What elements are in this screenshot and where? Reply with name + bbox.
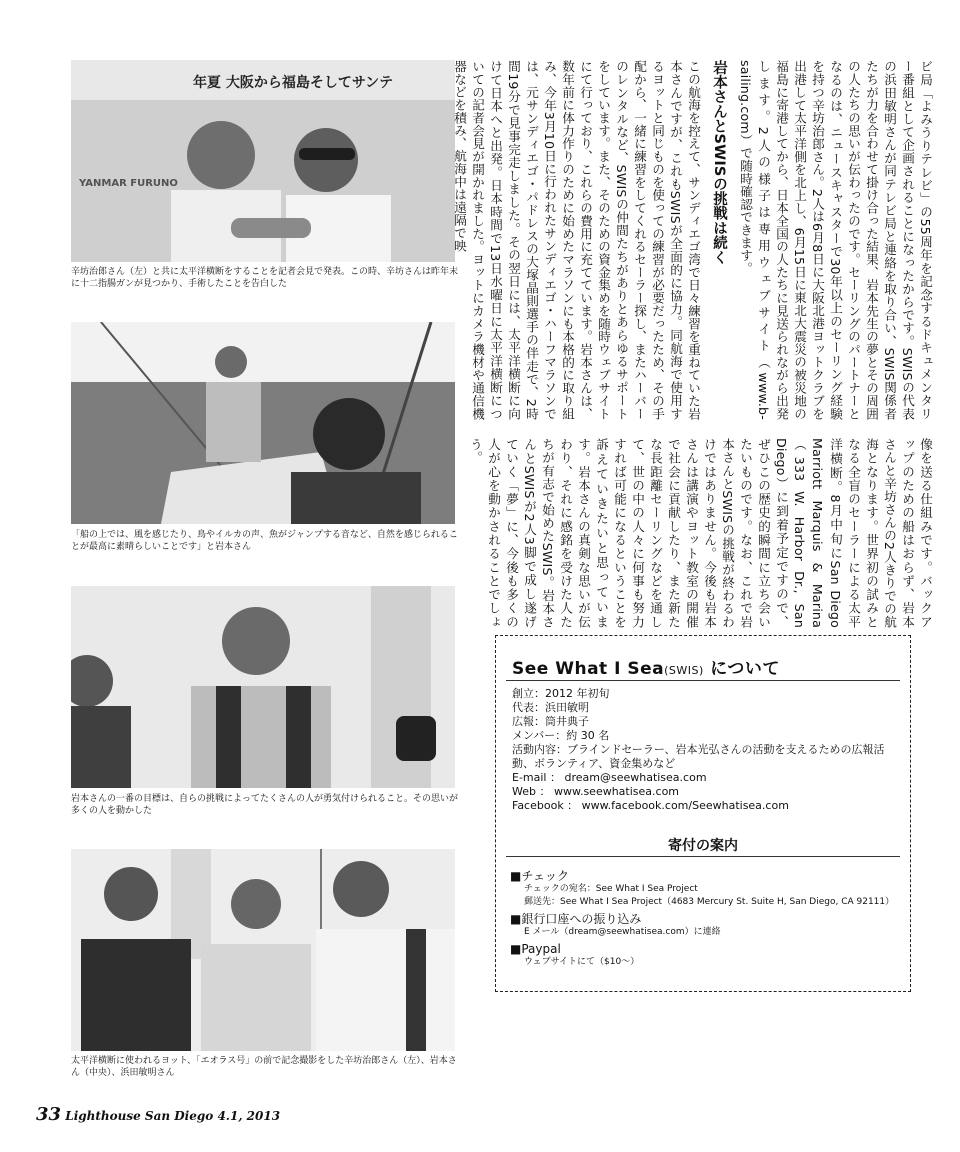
paypal-title: ■Paypal <box>510 942 561 956</box>
article-paragraph-3: 像を送る仕組みです。バックアップのための船はおらず、岩本さんと辛坊さんの2人きりでの航海となります。世界初の試みとなる全盲のセーラーによる太平洋横断。8月中旬にSan Diego Marriott Marquis & Marina（333 W. Harbor Dr., San Diego）に到着予定ですので、ぜひこの歴史的瞬間に立ち会いたいものです。なお、これで岩本さんとSWISの挑戦が終わるわけではありません。今後も岩本さんは講演やヨット教室の開催で社会に貢献したり、また新たな長距離セーリングなどを通して、世の中の人々に何事も努力すれば可能になるということを訴えていきたいと思っています。岩本さんの真剣な思いが伝わり、それに感銘を受けた人たちが有志で始めたSWIS。岩本さんとSWISが2人3脚で成し遂げていく「夢」に、今後も多くの人が心を動かされることでしょう。 <box>468 438 933 628</box>
check-address: 郵送先：See What I Sea Project（4683 Mercury St. Suite H, San Diego, CA 92111） <box>524 897 895 907</box>
photo-group <box>71 849 455 1051</box>
detail-members: メンバー：約 30 名 <box>512 729 610 742</box>
bank-title: ■銀行口座への振り込み <box>510 912 642 926</box>
swis-title-suffix: について <box>710 659 780 679</box>
page-footer <box>36 1104 280 1125</box>
caption-2: 「船の上では、風を感じたり、鳥やイルカの声、魚がジャンプする音など、自然を感じられることが最高に素晴らしいことです」と岩本さん <box>71 530 458 552</box>
swis-info-box <box>495 635 911 992</box>
swis-title-name: See What I Sea <box>512 659 665 679</box>
donation-info <box>510 866 902 969</box>
article-heading: 岩本さんとSWISの挑戦は続く <box>711 60 727 265</box>
banner-text: 年夏 大阪から福島そしてサンテ <box>193 75 394 91</box>
caption-3: 岩本さんの一番の目標は、自らの挑戦によってたくさんの人が勇気付けられること。その思いが多くの人を動かした <box>71 794 459 816</box>
photo-iwamoto <box>71 586 455 788</box>
donation-title: 寄付の案内 <box>668 838 738 854</box>
caption-4: 太平洋横断に使われるヨット、「エオラス号」の前で記念撮影をした辛坊治郎さん（左）、岩本さん（中央）、浜田敏明さん <box>71 1056 457 1078</box>
detail-email: E-mail ： dream@seewhatisea.com <box>512 771 707 784</box>
detail-founded: 創立：2012 年初旬 <box>512 687 610 700</box>
publication-name: Lighthouse San Diego 4.1, 2013 <box>65 1109 281 1123</box>
photo-press-conference <box>71 60 455 262</box>
page-number: 33 <box>36 1104 62 1125</box>
check-payee: チェックの宛名：See What I Sea Project <box>524 884 698 894</box>
title-divider <box>506 680 900 681</box>
photo-on-boat <box>71 322 455 524</box>
sponsor-logos: YANMAR FURUNO <box>79 178 178 189</box>
detail-web: Web ： www.seewhatisea.com <box>512 785 680 798</box>
detail-facebook: Facebook ： www.facebook.com/Seewhatisea.com <box>512 799 789 812</box>
article-body <box>452 60 934 420</box>
detail-pr: 広報：筒井典子 <box>512 715 589 728</box>
detail-representative: 代表：浜田敏明 <box>512 701 589 714</box>
paypal-note: ウェブサイトにて（$10～） <box>524 957 640 967</box>
article-paragraph-2: この航海を控えて、サンディエゴ湾で日々練習を重ねていた岩本さんですが、これもSWISが全面的に協力。同航海で使用するヨットと同じものを使っての練習が必要だったため、その手配から、一緒に練習をしてくれるセーラー探し、またハーバーのレンタルなど、SWISの仲間たちがありとあらゆるサポートをしています。また、そのための資金集めを随時ウェブサイトにて行っており、これらの費用に充てています。岩本さんは、数年前に体力作りのために始めたマラソンにも本格的に取り組み、今年3月10日に行われたサンディエゴ・ハーフマラソンでは、元サンディエゴ・パドレスの大塚晶則選手の伴走で、2時間19分で見事完走しました。その翌日には、太平洋横断に向けて日本へと出発。日本時間で13日水曜日に太平洋横断についての記者会見が開かれました。ヨットにカメラ機材や通信機器などを積み、航海中は遠隔で映 <box>452 60 701 420</box>
swis-details <box>512 687 897 813</box>
caption-1: 辛坊治郎さん（左）と共に太平洋横断をすることを記者会見で発表。この時、辛坊さんは昨年末に十二指腸ガンが見つかり、手術したことを告白した <box>71 267 459 289</box>
bank-note: E メール（dream@seewhatisea.com）に連絡 <box>524 927 721 937</box>
article-body-lower <box>468 438 934 628</box>
detail-activities: 活動内容：ブラインドセーラー、岩本光弘さんの活動を支えるための広報活動、ボランティア、資金集めなど <box>512 743 885 770</box>
swis-box-title <box>512 654 780 679</box>
swis-title-abbr: (SWIS) <box>664 664 704 677</box>
donation-divider <box>506 856 900 857</box>
article-paragraph-1: ビ局「よみうりテレビ」の55周年を記念するドキュメンタリー番組として企画されることになったからです。SWISの代表の浜田敏明さんが同テレビ局と連絡を取り合い、SWIS関係者たちが力を合わせて掛け合った結果、岩本先生の夢とその周囲の人たちの思いが伝わったのです。セーリングのパートナーとなるのは、ニュースキャスターで30年以上のセーリング経験を持つ辛坊治郎さん。2人は6月8日に大阪北港ヨットクラブを出港して太平洋側を北上し、6月15日に東北大震災の被災地の福島に寄港してから、日本全国の人たちに見送られながら出発します。2人の様子は専用ウェブサイト（www.b-sailing.com）で随時確認できます。 <box>738 60 933 420</box>
check-title: ■チェック <box>510 869 569 883</box>
